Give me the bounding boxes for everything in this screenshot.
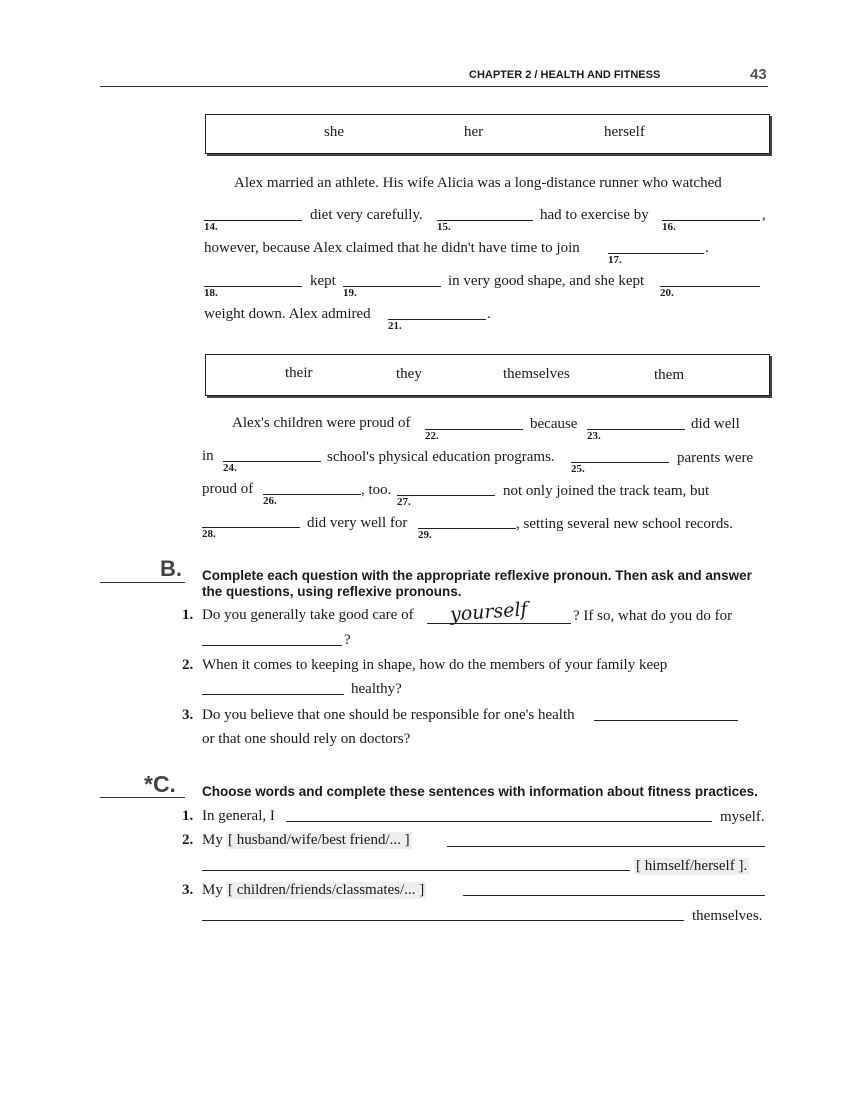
header-rule bbox=[100, 86, 768, 87]
label-24: 24. bbox=[223, 462, 237, 474]
chapter-title: CHAPTER 2 / HEALTH AND FITNESS bbox=[469, 69, 661, 81]
b-q1-end: ? bbox=[344, 632, 351, 648]
text-too: , too. bbox=[361, 482, 392, 498]
blank-18[interactable] bbox=[204, 286, 302, 287]
text-kept: kept bbox=[310, 273, 336, 289]
label-16: 16. bbox=[662, 221, 676, 233]
text-parents: parents were bbox=[677, 450, 754, 466]
blank-15[interactable] bbox=[437, 220, 533, 221]
c-s3-blank2[interactable] bbox=[202, 920, 684, 921]
b-q2-number: 2. bbox=[182, 657, 194, 673]
word-her: her bbox=[464, 124, 484, 140]
blank-14[interactable] bbox=[204, 220, 302, 221]
b-q1-text: Do you generally take good care of bbox=[202, 607, 414, 623]
label-15: 15. bbox=[437, 221, 451, 233]
para1-line1: Alex married an athlete. His wife Alicia was a long-distance runner who watched bbox=[234, 175, 722, 191]
c-s2-choice: [ husband/wife/best friend/... ] bbox=[228, 832, 410, 848]
c-s2-end: [ himself/herself ]. bbox=[636, 858, 748, 874]
c-s1-end: myself. bbox=[720, 809, 765, 825]
text-dot17: . bbox=[705, 240, 709, 256]
b-q3-text: Do you believe that one should be responsible for one's health bbox=[202, 707, 575, 723]
label-14: 14. bbox=[204, 221, 218, 233]
b-q1-blank[interactable] bbox=[427, 623, 571, 624]
word-she: she bbox=[324, 124, 344, 140]
b-q1-blank2[interactable] bbox=[202, 645, 342, 646]
blank-25[interactable] bbox=[571, 462, 669, 463]
word-box-1 bbox=[205, 114, 770, 154]
c-s2-blank[interactable] bbox=[447, 846, 765, 847]
para2-line1: Alex's children were proud of bbox=[232, 415, 411, 431]
c-s3-blank[interactable] bbox=[463, 895, 765, 896]
c-s3-choice: [ children/friends/classmates/... ] bbox=[228, 882, 425, 898]
text-setting: , setting several new school records. bbox=[516, 516, 734, 532]
blank-24[interactable] bbox=[223, 461, 321, 462]
c-s3-end: themselves. bbox=[692, 908, 763, 924]
section-b-instruction-line2: the questions, using reflexive pronouns. bbox=[202, 584, 462, 599]
label-26: 26. bbox=[263, 495, 277, 507]
b-q2-text: When it comes to keeping in shape, how do the members of your family keep bbox=[202, 657, 668, 673]
text-diet: diet very carefully. bbox=[310, 207, 423, 223]
b-q3-blank[interactable] bbox=[594, 720, 738, 721]
para1-line3: however, because Alex claimed that he didn't have time to join bbox=[204, 240, 580, 256]
word-they: they bbox=[396, 366, 422, 382]
text-dot21: . bbox=[487, 306, 491, 322]
b-q3-number: 3. bbox=[182, 707, 194, 723]
b-q1-rest: ? If so, what do you do for bbox=[573, 608, 733, 624]
blank-29[interactable] bbox=[418, 528, 516, 529]
para1-line5: weight down. Alex admired bbox=[204, 306, 371, 322]
blank-21[interactable] bbox=[388, 319, 486, 320]
text-comma: , bbox=[762, 207, 766, 223]
text-had: had to exercise by bbox=[540, 207, 649, 223]
b-q1-number: 1. bbox=[182, 607, 194, 623]
c-s1-number: 1. bbox=[182, 808, 194, 824]
section-b-rule bbox=[100, 582, 185, 583]
word-them: them bbox=[654, 367, 684, 383]
blank-23[interactable] bbox=[587, 429, 685, 430]
text-proud-of: proud of bbox=[202, 481, 254, 497]
b-q2-blank[interactable] bbox=[202, 694, 344, 695]
text-joined: not only joined the track team, but bbox=[503, 483, 710, 499]
text-shape: in very good shape, and she kept bbox=[448, 273, 645, 289]
section-b-instruction-line1: Complete each question with the appropriate reflexive pronoun. Then ask and answer bbox=[202, 568, 752, 583]
text-in: in bbox=[202, 448, 214, 464]
page-number: 43 bbox=[750, 66, 767, 83]
label-19: 19. bbox=[343, 287, 357, 299]
label-18: 18. bbox=[204, 287, 218, 299]
c-s3-number: 3. bbox=[182, 882, 194, 898]
label-17: 17. bbox=[608, 254, 622, 266]
c-s3-text: My bbox=[202, 882, 223, 898]
c-s2-number: 2. bbox=[182, 832, 194, 848]
blank-20[interactable] bbox=[660, 286, 760, 287]
section-b-instruction bbox=[202, 568, 752, 600]
label-20: 20. bbox=[660, 287, 674, 299]
text-school: school's physical education programs. bbox=[327, 449, 555, 465]
section-c-instruction: Choose words and complete these sentences with information about fitness practices. bbox=[202, 784, 758, 799]
c-s1-text: In general, I bbox=[202, 808, 275, 824]
word-their: their bbox=[285, 365, 313, 381]
blank-16[interactable] bbox=[662, 220, 760, 221]
section-b-letter: B. bbox=[160, 556, 182, 581]
c-s2-text: My bbox=[202, 832, 223, 848]
label-29: 29. bbox=[418, 529, 432, 541]
label-23: 23. bbox=[587, 430, 601, 442]
section-c-letter: *C. bbox=[144, 771, 176, 797]
label-21: 21. bbox=[388, 320, 402, 332]
label-22: 22. bbox=[425, 430, 439, 442]
blank-27[interactable] bbox=[397, 495, 495, 496]
c-s2-blank2[interactable] bbox=[202, 870, 630, 871]
label-28: 28. bbox=[202, 528, 216, 540]
label-27: 27. bbox=[397, 496, 411, 508]
label-25: 25. bbox=[571, 463, 585, 475]
word-herself: herself bbox=[604, 124, 645, 140]
blank-28[interactable] bbox=[202, 527, 300, 528]
blank-17[interactable] bbox=[608, 253, 704, 254]
c-s1-blank[interactable] bbox=[286, 821, 712, 822]
b-q3-end: or that one should rely on doctors? bbox=[202, 731, 411, 747]
blank-26[interactable] bbox=[263, 494, 361, 495]
text-did-well: did well bbox=[691, 416, 740, 432]
text-did-very-well: did very well for bbox=[307, 515, 408, 531]
blank-22[interactable] bbox=[425, 429, 523, 430]
blank-19[interactable] bbox=[343, 286, 441, 287]
text-because: because bbox=[530, 416, 578, 432]
b-q1-handwritten-answer: yourself bbox=[449, 598, 529, 626]
b-q2-end: healthy? bbox=[351, 681, 402, 697]
word-themselves: themselves bbox=[503, 366, 570, 382]
